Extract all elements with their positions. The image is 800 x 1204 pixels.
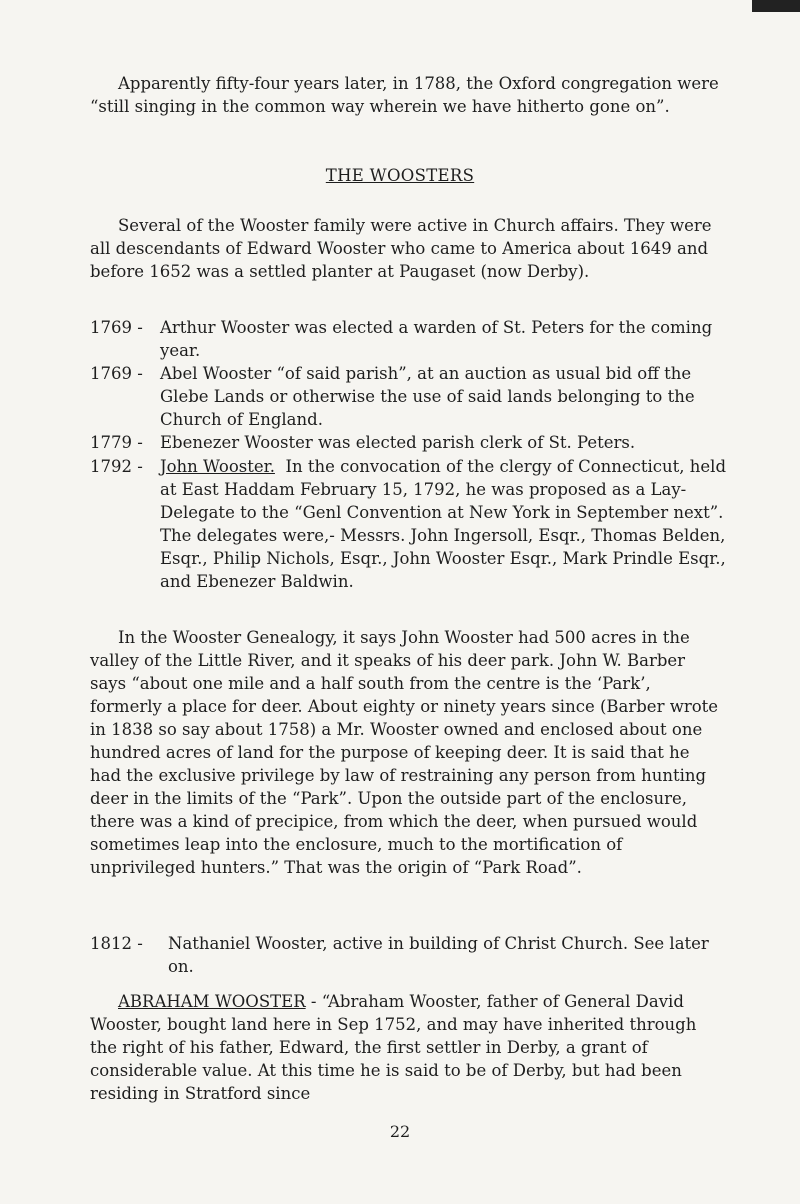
entry-1769-abel [90,362,730,431]
entry-1769-arthur [90,316,730,362]
entry-text: Ebenezer Wooster was elected parish clerk of St. Peters. [160,433,636,452]
entry-text: In the convocation of the clergy of Connecticut, held at East Haddam February 15, 1792, he was proposed as a Lay-Delegate to the “Genl Convention at New York in September next”. The delegates were,- Messrs. John Ingersoll, Esqr., Thomas Belden, Esqr., Philip Nichols, Esqr., John Wooster Esqr., Mark Prindle Esqr., and Ebenezer Baldwin. [160,457,727,591]
entry-year: 1769 - [90,364,143,383]
abraham-paragraph [90,990,710,1105]
entry-year: 1769 - [90,318,143,337]
entry-year: 1779 - [90,433,143,452]
family-paragraph: Several of the Wooster family were active in Church affairs. They were all descendants of Edward Wooster who came to America about 1649 and before 1652 was a settled planter at Paugaset (now Derby). [90,216,712,281]
abraham-text: - “Abraham Wooster, father of General David Wooster, bought land here in Sep 1752, and may have inherited through the right of his father, Edward, the first settler in Derby, a grant of considerable value. At this time he is said to be of Derby, but had been residing in Stratford since [90,992,697,1103]
page-number: 22 [389,1122,411,1141]
entry-1812-nathaniel [90,932,730,978]
entry-text: Abel Wooster “of said parish”, at an auction as usual bid off the Glebe Lands or otherwise the use of said lands belonging to the Church of England. [160,364,695,429]
entry-person-name: John Wooster. [160,457,275,476]
section-heading-text: THE WOOSTERS [325,166,475,185]
entry-text: Arthur Wooster was elected a warden of St. Peters for the coming year. [160,318,713,360]
entry-year: 1792 - [90,457,143,476]
entry-text: Nathaniel Wooster, active in building of Christ Church. See later on. [168,934,709,976]
genealogy-paragraph: In the Wooster Genealogy, it says John Wooster had 500 acres in the valley of the Little River, and it speaks of his deer park. John W. Barber says “about one mile and a half south from the centre is the ‘Park’, formerly a place for deer. About eighty or ninety years since (Barber wrote in 1838 so say about 1758) a Mr. Wooster owned and enclosed about one hundred acres of land for the purpose of keeping deer. It is said that he had the exclusive privilege by law of restraining any person from hunting deer in the limits of the “Park”. Upon the outside part of the enclosure, there was a kind of precipice, from which the deer, when pursued would sometimes leap into the enclosure, much to the mortification of unprivileged hunters.” That was the origin of “Park Road”. [90,628,719,877]
intro-paragraph: Apparently fifty-four years later, in 1788, the Oxford congregation were “still singing in the common way wherein we have hitherto gone on”. [90,74,719,116]
section-heading [0,164,800,187]
entry-1792-john [90,455,730,593]
entry-1779-ebenezer [90,431,730,454]
entry-year: 1812 - [90,934,143,953]
entry-text-block [160,455,730,593]
abraham-heading: ABRAHAM WOOSTER [118,992,306,1011]
